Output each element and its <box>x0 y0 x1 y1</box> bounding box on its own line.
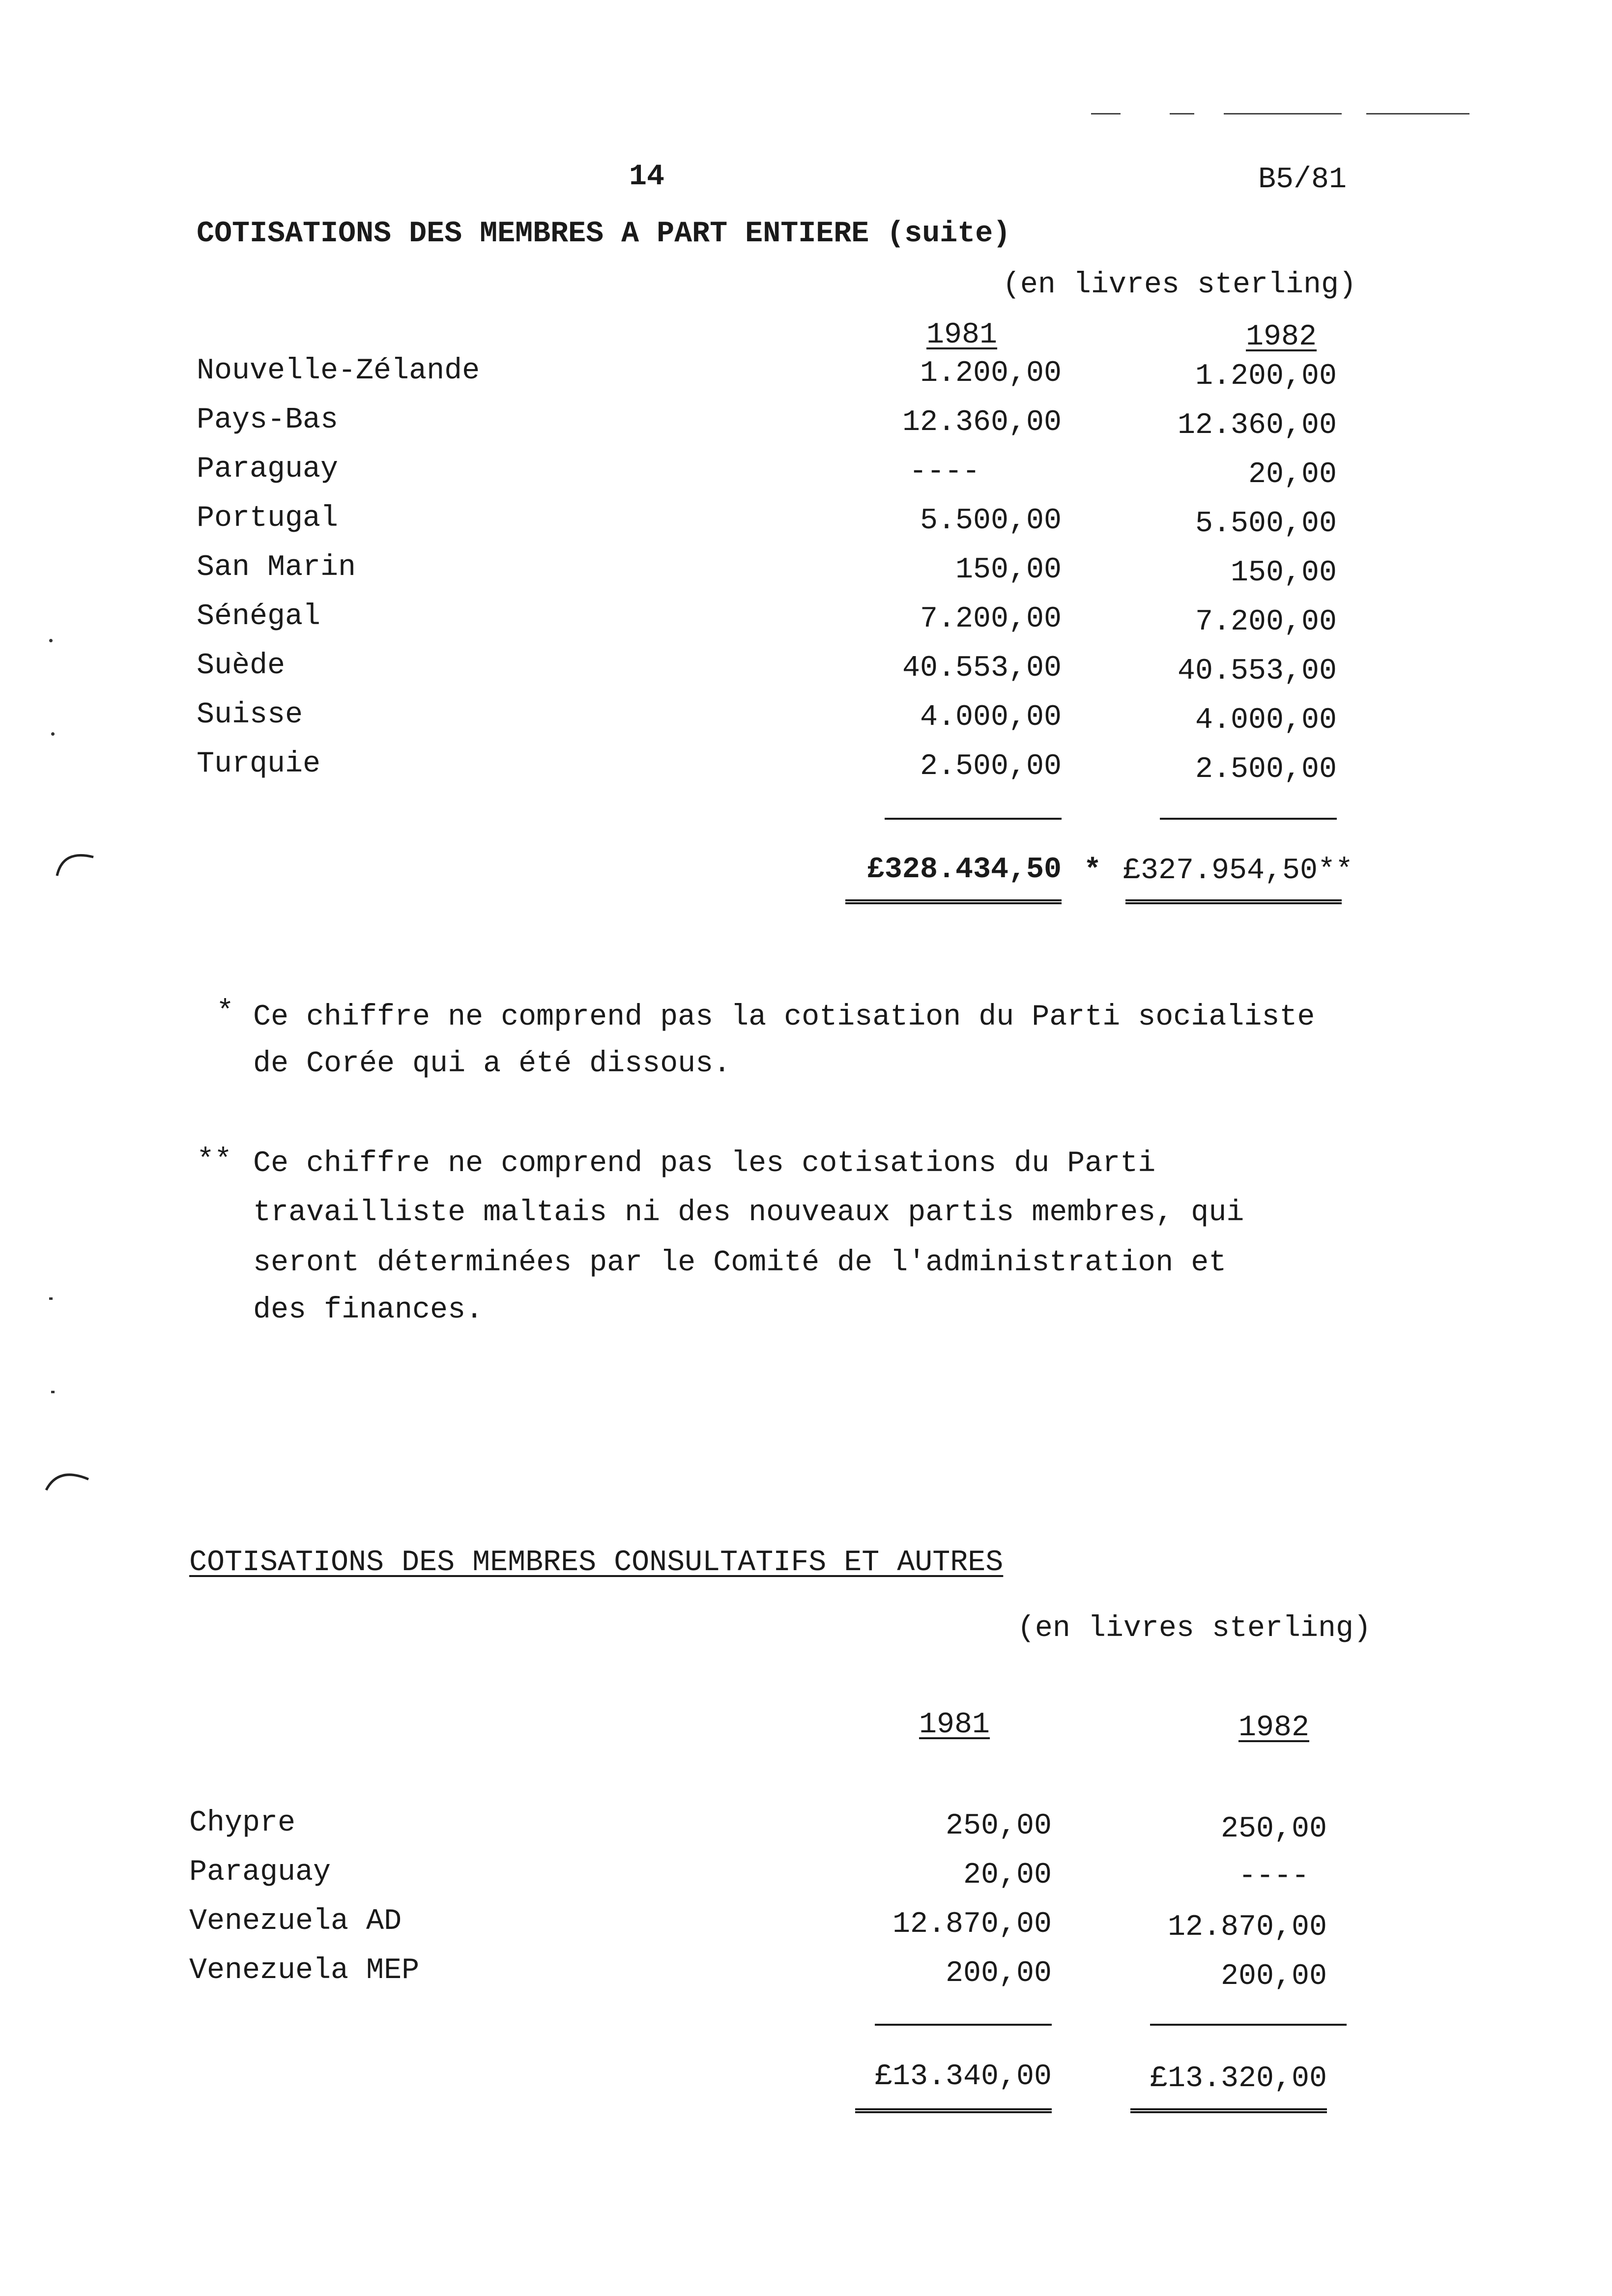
row-value-1981: 150,00 <box>955 553 1062 587</box>
section2-total-1981: £13.340,00 <box>874 2060 1052 2094</box>
row-value-1982: 2.500,00 <box>1195 753 1337 786</box>
row-value-1982: 40.553,00 <box>1177 655 1337 688</box>
note2-marker: ** <box>197 1144 232 1177</box>
row-value-1982: 7.200,00 <box>1195 605 1337 639</box>
row-country: Paraguay <box>197 453 339 486</box>
scan-artifact-dot <box>49 639 53 642</box>
section2-col-1982: 1982 <box>1238 1711 1310 1745</box>
row-value-1982: 5.500,00 <box>1195 507 1337 541</box>
row-country: Venezuela AD <box>189 1905 402 1938</box>
row-value-1981: 1.200,00 <box>920 357 1062 390</box>
section1-col-1982: 1982 <box>1246 320 1317 354</box>
row-value-1981: 20,00 <box>963 1859 1052 1892</box>
section1-col-1981: 1981 <box>926 318 998 352</box>
punch-hole-mark <box>43 1464 92 1494</box>
row-country: Pays-Bas <box>197 403 339 437</box>
note2-line3: seront déterminées par le Comité de l'administration et <box>253 1246 1227 1280</box>
section1-total-1982: £327.954,50** <box>1123 854 1353 888</box>
row-value-1982: 200,00 <box>1220 1960 1327 1993</box>
document-reference: B5/81 <box>1258 163 1347 197</box>
row-country: Venezuela MEP <box>189 1954 420 1987</box>
section2-total-double-rule-1981 <box>855 2108 1052 2113</box>
row-value-1982: 150,00 <box>1230 556 1337 590</box>
note1-line1: Ce chiffre ne comprend pas la cotisation du Parti socialiste <box>253 1001 1315 1034</box>
section1-sum-rule-1982 <box>1160 818 1337 820</box>
row-value-1981: 7.200,00 <box>920 603 1062 636</box>
row-country: Nouvelle-Zélande <box>197 354 480 388</box>
section2-col-1981: 1981 <box>919 1708 990 1742</box>
section2-sum-rule-1981 <box>875 2024 1052 2026</box>
row-value-1982: 12.360,00 <box>1177 409 1337 442</box>
row-country: Turquie <box>197 747 321 781</box>
row-value-1982: 250,00 <box>1220 1812 1327 1846</box>
scan-artifact-line <box>1091 113 1121 115</box>
row-value-1981: 2.500,00 <box>920 750 1062 783</box>
row-country: Sénégal <box>197 600 321 633</box>
row-value-1981: 250,00 <box>945 1809 1052 1843</box>
row-value-1982: 4.000,00 <box>1195 704 1337 737</box>
row-value-1981: ---- <box>909 455 980 488</box>
row-value-1981: 12.870,00 <box>892 1908 1052 1941</box>
section1-total-double-rule-1981 <box>845 899 1062 904</box>
scan-artifact-line <box>1224 113 1342 115</box>
note1-line2: de Corée qui a été dissous. <box>253 1047 731 1081</box>
note2-line4: des finances. <box>253 1293 484 1327</box>
scan-artifact-dot <box>51 1391 55 1393</box>
scan-artifact-dot <box>49 1297 53 1300</box>
row-value-1981: 200,00 <box>945 1957 1052 1990</box>
section1-unit: (en livres sterling) <box>1002 268 1356 302</box>
row-country: Paraguay <box>189 1856 331 1889</box>
section2-unit: (en livres sterling) <box>1017 1612 1371 1645</box>
scan-artifact-line <box>1366 113 1469 115</box>
section1-sum-rule-1981 <box>885 818 1062 820</box>
row-value-1981: 40.553,00 <box>902 652 1062 685</box>
row-value-1981: 5.500,00 <box>920 504 1062 538</box>
scan-artifact-dot <box>51 732 55 736</box>
section2-total-double-rule-1982 <box>1130 2108 1327 2113</box>
row-country: Portugal <box>197 502 339 535</box>
row-value-1982: ---- <box>1238 1860 1310 1893</box>
page-number: 14 <box>629 160 665 194</box>
row-country: San Marin <box>197 551 356 584</box>
scan-artifact-line <box>1170 113 1194 115</box>
note1-marker: * <box>216 996 234 1029</box>
section2-title: COTISATIONS DES MEMBRES CONSULTATIFS ET AUTRES <box>189 1546 1004 1579</box>
row-country: Chypre <box>189 1807 296 1840</box>
note2-line2: travailliste maltais ni des nouveaux partis membres, qui <box>253 1196 1244 1230</box>
row-value-1981: 4.000,00 <box>920 701 1062 734</box>
row-value-1981: 12.360,00 <box>902 406 1062 439</box>
section1-total-1981-mark: * <box>1084 854 1102 888</box>
section1-total-double-rule-1982 <box>1125 899 1342 904</box>
row-value-1982: 20,00 <box>1248 458 1337 491</box>
row-country: Suisse <box>197 698 303 732</box>
row-value-1982: 12.870,00 <box>1167 1911 1327 1944</box>
section1-title: COTISATIONS DES MEMBRES A PART ENTIERE (suite) <box>197 217 1011 251</box>
row-value-1982: 1.200,00 <box>1195 360 1337 393</box>
note2-line1: Ce chiffre ne comprend pas les cotisations du Parti <box>253 1147 1156 1180</box>
punch-hole-mark <box>53 845 97 880</box>
row-country: Suède <box>197 649 286 683</box>
section2-total-1982: £13.320,00 <box>1150 2062 1327 2095</box>
section1-total-1981: £328.434,50 <box>866 853 1062 887</box>
section2-sum-rule-1982 <box>1150 2024 1347 2026</box>
